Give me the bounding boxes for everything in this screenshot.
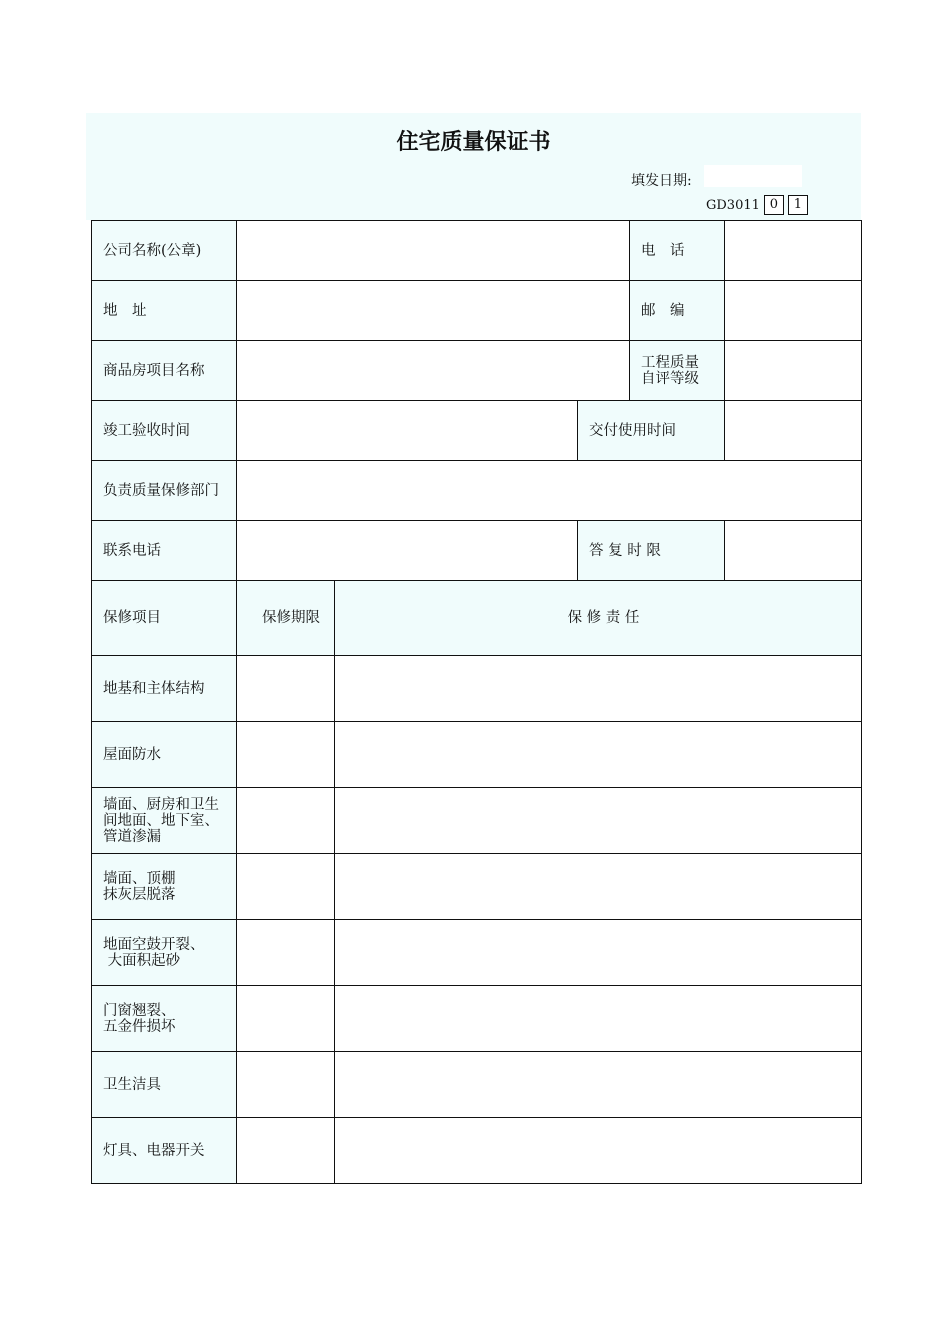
quality-grade-label-line2: 自评等级 [641, 370, 699, 387]
warranty-row [92, 656, 862, 722]
warranty-item-label [92, 656, 237, 722]
warranty-item-line: 灯具、电器开关 [103, 1142, 205, 1159]
postcode-field[interactable] [725, 281, 862, 341]
warranty-item-line: 墙面、顶棚 [103, 870, 176, 887]
reply-limit-label: 答 复 时 限 [578, 521, 725, 581]
warranty-row [92, 854, 862, 920]
delivery-time-label: 交付使用时间 [578, 401, 725, 461]
warranty-item-label [92, 788, 237, 854]
phone-field[interactable] [725, 221, 862, 281]
warranty-item-line: 门窗翘裂、 [103, 1002, 176, 1019]
warranty-responsibility-field[interactable] [335, 854, 862, 920]
form-code [706, 195, 808, 215]
warranty-item-label [92, 1052, 237, 1118]
warranty-row [92, 1052, 862, 1118]
warranty-row [92, 722, 862, 788]
warranty-item-line: 间地面、地下室、 [103, 812, 219, 829]
completion-time-label: 竣工验收时间 [92, 401, 237, 461]
repair-dept-label: 负责质量保修部门 [92, 461, 237, 521]
warranty-item-label [92, 920, 237, 986]
warranty-item-line: 五金件损坏 [103, 1018, 176, 1035]
warranty-row [92, 788, 862, 854]
address-field[interactable] [237, 281, 630, 341]
warranty-item-line: 抹灰层脱落 [103, 886, 176, 903]
warranty-row [92, 1118, 862, 1184]
warranty-period-field[interactable] [237, 986, 335, 1052]
warranty-item-label [92, 1118, 237, 1184]
postcode-label: 邮 编 [630, 281, 725, 341]
quality-grade-field[interactable] [725, 341, 862, 401]
warranty-responsibility-field[interactable] [335, 920, 862, 986]
warranty-responsibility-field[interactable] [335, 1118, 862, 1184]
contact-phone-field[interactable] [237, 521, 578, 581]
col-header-item: 保修项目 [92, 581, 237, 656]
warranty-responsibility-field[interactable] [335, 986, 862, 1052]
quality-grade-label [630, 341, 725, 401]
address-label: 地 址 [92, 281, 237, 341]
warranty-period-field[interactable] [237, 920, 335, 986]
warranty-item-line: 墙面、厨房和卫生 [103, 796, 219, 813]
warranty-responsibility-field[interactable] [335, 722, 862, 788]
warranty-period-field[interactable] [237, 656, 335, 722]
company-name-label: 公司名称(公章) [92, 221, 237, 281]
warranty-item-line: 大面积起砂 [103, 952, 181, 969]
contact-phone-label: 联系电话 [92, 521, 237, 581]
document-header [86, 113, 861, 220]
warranty-item-line: 卫生洁具 [103, 1076, 161, 1093]
warranty-item-line: 地面空鼓开裂、 [103, 936, 205, 953]
document-title: 住宅质量保证书 [396, 130, 551, 155]
reply-limit-field[interactable] [725, 521, 862, 581]
col-header-responsibility: 保 修 责 任 [335, 581, 862, 656]
issue-date-field[interactable] [704, 165, 802, 187]
completion-time-field[interactable] [237, 401, 578, 461]
project-name-label: 商品房项目名称 [92, 341, 237, 401]
warranty-period-field[interactable] [237, 1052, 335, 1118]
warranty-period-field[interactable] [237, 722, 335, 788]
warranty-period-field[interactable] [237, 1118, 335, 1184]
delivery-time-field[interactable] [725, 401, 862, 461]
warranty-responsibility-field[interactable] [335, 1052, 862, 1118]
warranty-period-field[interactable] [237, 854, 335, 920]
project-name-field[interactable] [237, 341, 630, 401]
quality-grade-label-line1: 工程质量 [641, 354, 699, 371]
warranty-item-label [92, 722, 237, 788]
form-code-prefix: GD3011 [706, 197, 760, 213]
warranty-row [92, 986, 862, 1052]
repair-dept-field[interactable] [237, 461, 862, 521]
warranty-item-label [92, 854, 237, 920]
warranty-row [92, 920, 862, 986]
phone-label: 电 话 [630, 221, 725, 281]
col-header-period: 保修期限 [237, 581, 335, 656]
warranty-responsibility-field[interactable] [335, 788, 862, 854]
warranty-item-line: 管道渗漏 [103, 828, 161, 845]
warranty-item-line: 地基和主体结构 [103, 680, 205, 697]
issue-date-label: 填发日期: [631, 173, 692, 189]
warranty-form [91, 220, 862, 1184]
warranty-item-label [92, 986, 237, 1052]
form-code-digit-1: 0 [764, 195, 784, 215]
company-name-field[interactable] [237, 221, 630, 281]
warranty-responsibility-field[interactable] [335, 656, 862, 722]
warranty-item-line: 屋面防水 [103, 746, 161, 763]
warranty-period-field[interactable] [237, 788, 335, 854]
form-code-digit-2: 1 [788, 195, 808, 215]
